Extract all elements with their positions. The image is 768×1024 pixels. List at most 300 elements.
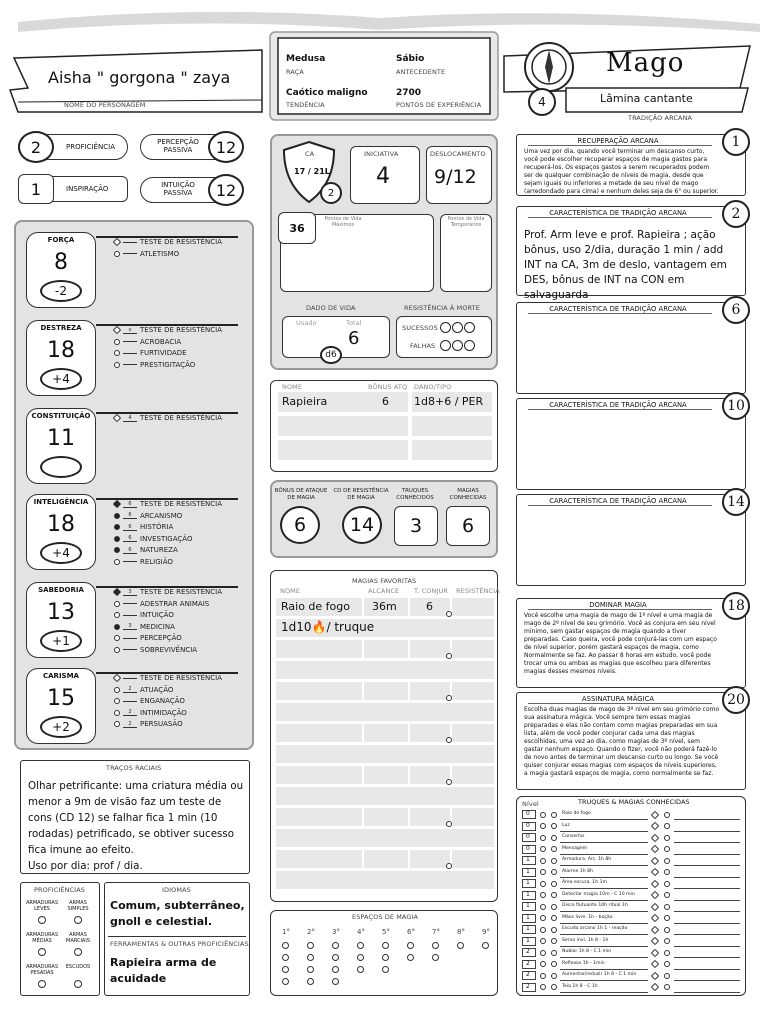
- concentration-dot[interactable]: [446, 653, 452, 659]
- concentration-dot[interactable]: [446, 611, 452, 617]
- known-spell-dot-right[interactable]: [664, 835, 670, 841]
- feature-text[interactable]: Você escolhe uma magia de mago de 1º nível e uma magia de mago de 2º nível de seu grimório. Você as conjura em seu nível mínimo, sem gastar espaços de magia quando a tiver preparadas. Caso queira, você pode conjurá-las com um espaço de nível superior, porém gastará espaços de magia, como Normalmente se faz. Ao passar 8 horas em estudo, você pode trocar uma ou ambas as magias que escolheu para diferentes magias desses mesmos níveis.: [524, 612, 717, 675]
- spell-slot-circle[interactable]: [382, 966, 389, 973]
- favorite-spell-cell[interactable]: [452, 682, 494, 700]
- hp-max-square[interactable]: [278, 212, 316, 244]
- skill-value[interactable]: 6: [123, 547, 137, 554]
- spell-slot-circle[interactable]: [332, 954, 339, 961]
- skill-proficiency-dot[interactable]: [114, 721, 120, 727]
- known-spell-name[interactable]: Nublar 1h 8 - C 1 min: [562, 949, 612, 954]
- spell-slot-circle[interactable]: [432, 942, 439, 949]
- ability-modifier[interactable]: [40, 542, 82, 564]
- favorite-spell-cell[interactable]: [364, 724, 408, 742]
- skill-value[interactable]: [123, 678, 137, 679]
- ca-value[interactable]: 17 / 21L: [294, 167, 330, 176]
- known-spell-name[interactable]: Armadura. Arc. 1h 8h: [562, 857, 612, 862]
- known-spell-prepared-diamond[interactable]: [540, 950, 546, 956]
- known-spell-dot-right[interactable]: [664, 984, 670, 990]
- ability-modifier[interactable]: [40, 456, 82, 478]
- feature-level-value: 6: [731, 302, 741, 318]
- known-spell-prepared-diamond[interactable]: [540, 961, 546, 967]
- known-spell-level[interactable]: 0: [526, 844, 530, 852]
- known-spell-dot-right[interactable]: [664, 904, 670, 910]
- skill-row[interactable]: [114, 500, 222, 508]
- known-spell-name[interactable]: Detectar magia 10m - C 10 min: [562, 891, 635, 897]
- spell-slot-circle[interactable]: [382, 942, 389, 949]
- favorite-spell-cell[interactable]: [276, 682, 362, 700]
- attack-name[interactable]: Rapieira: [282, 395, 328, 408]
- skill-row[interactable]: [114, 535, 192, 543]
- known-spell-level[interactable]: 0: [526, 833, 530, 840]
- known-spell-prepared-diamond[interactable]: [540, 846, 546, 852]
- feature-box[interactable]: [516, 494, 746, 586]
- passive-insight-circle[interactable]: [208, 174, 244, 206]
- spells-known-label: MAGIAS CONHECIDAS: [449, 488, 487, 501]
- skill-value[interactable]: [123, 649, 137, 650]
- favorite-spell-note[interactable]: 1d10🔥/ truque: [281, 620, 375, 634]
- ability-score[interactable]: 8: [54, 250, 68, 275]
- known-spell-dot[interactable]: [551, 950, 557, 956]
- skill-value[interactable]: 6: [123, 501, 137, 508]
- known-spell-dot[interactable]: [551, 881, 557, 887]
- ability-score[interactable]: 18: [47, 338, 75, 363]
- known-spell-level[interactable]: 1: [526, 890, 530, 898]
- proficiency-checkbox[interactable]: [74, 980, 82, 988]
- spell-slot-circle[interactable]: [282, 978, 289, 985]
- failure-circles[interactable]: [440, 340, 475, 351]
- attack-cell[interactable]: [364, 416, 408, 436]
- skill-value[interactable]: 2: [123, 721, 137, 728]
- skill-row[interactable]: [114, 512, 182, 520]
- skill-proficiency-dot[interactable]: [114, 687, 120, 693]
- feature-text[interactable]: Escolha duas magias de mago de 3º nível em seu grimório como sua assinatura mágica. Você sempre tem essas magias preparadas e elas não contam como magias preparadas em sua lista, além de você poder conjurar cada uma das magias escolhidas, uma vez ao dia, como magias de 3º nível, sem gastar nenhum espaço. Quando o fizer, você não poderá fazê-lo de novo antes de terminar um descanso curto ou longo. Se você quiser conjurar essas magias com espaços de níveis superiores, a magia gastará espaços de magia, como normalmente se faz.: [524, 706, 720, 777]
- skill-value[interactable]: 6: [123, 524, 137, 531]
- skill-row[interactable]: [114, 720, 183, 728]
- spell-slot-circle[interactable]: [332, 942, 339, 949]
- favorite-spell-cell[interactable]: [364, 850, 408, 868]
- racial-traits-text[interactable]: Olhar petrificante: uma criatura média ou menor a 9m de visão faz um teste de cons (CD 12) se falhar fica 1 min (10 rodadas) petrificado, se obtiver sucesso fica imune ao efeito. Uso por dia: prof / dia.: [28, 780, 244, 872]
- known-spell-dot[interactable]: [551, 973, 557, 979]
- known-spell-dot[interactable]: [551, 858, 557, 864]
- skill-proficiency-dot[interactable]: [114, 362, 120, 368]
- spells-known-box[interactable]: [446, 506, 490, 546]
- feature-level-circle: [722, 686, 750, 714]
- tools-text[interactable]: Rapieira arma de acuidade: [110, 956, 217, 985]
- death-success-circle[interactable]: [464, 322, 475, 333]
- feature-text[interactable]: Uma vez por dia, quando você terminar um descanso curto, você pode escolher recuperar espaços de magia gastos para recuperá-los. Os espaços gastos a serem recuperados podem ser de qualquer combinação de níveis de magia, desde que sejam iguais ou inferiores a metade de seu nível de mago (arredondado para cima) e nenhum deles seja de 6° ou superior.: [524, 148, 719, 195]
- known-spell-level[interactable]: 2: [526, 959, 530, 967]
- favorite-spell-note-cell[interactable]: [276, 745, 494, 763]
- skill-proficiency-dot[interactable]: [114, 698, 120, 704]
- skill-value[interactable]: 2: [123, 686, 137, 693]
- ability-score[interactable]: 13: [47, 600, 75, 625]
- known-spell-line: [560, 831, 648, 832]
- known-spell-prepared-diamond[interactable]: [540, 938, 546, 944]
- attack-cell[interactable]: [364, 440, 408, 460]
- skill-row[interactable]: [114, 623, 175, 631]
- favorite-spell-cell[interactable]: [452, 724, 494, 742]
- favorite-spell-cell[interactable]: [276, 640, 362, 658]
- proficiency-checkbox[interactable]: [38, 980, 46, 988]
- race-value[interactable]: Medusa: [286, 54, 326, 64]
- known-spell-level[interactable]: 2: [526, 948, 530, 955]
- spell-dc-circle[interactable]: [342, 506, 382, 544]
- spell-slot-circle[interactable]: [357, 954, 364, 961]
- known-spell-name[interactable]: Consertar: [562, 834, 585, 839]
- languages-text[interactable]: Comum, subterrâneo, gnoll e celestial.: [110, 899, 245, 928]
- background-value[interactable]: Sábio: [396, 54, 425, 64]
- known-spell-dot-right[interactable]: [664, 869, 670, 875]
- proficiency-circle[interactable]: [18, 131, 54, 163]
- favorite-spell-cell[interactable]: [364, 682, 408, 700]
- feature-box[interactable]: [516, 302, 746, 394]
- known-spell-name[interactable]: Luz: [562, 822, 570, 828]
- attack-damage[interactable]: 1d8+6 / PER: [414, 395, 484, 408]
- spell-slot-circle[interactable]: [457, 942, 464, 949]
- skill-row[interactable]: [114, 634, 182, 642]
- skill-proficiency-dot[interactable]: [114, 601, 120, 607]
- death-success-circle[interactable]: [440, 322, 451, 333]
- ability-name: INTELIGÊNCIA: [33, 498, 89, 506]
- known-spell-prepared-diamond[interactable]: [540, 892, 546, 898]
- known-spell-dot-right[interactable]: [664, 973, 670, 979]
- speed-value[interactable]: 9/12: [434, 166, 477, 188]
- known-spell-name[interactable]: Aumentar/reduzir 1h 8 - C 1 min: [562, 972, 637, 977]
- known-spell-dot[interactable]: [551, 812, 557, 818]
- known-spell-prepared-diamond[interactable]: [540, 812, 546, 818]
- save-proficiency-diamond[interactable]: [113, 238, 121, 246]
- known-spell-dot[interactable]: [551, 915, 557, 921]
- known-spell-prepared-diamond[interactable]: [540, 973, 546, 979]
- known-spell-level[interactable]: 1: [526, 867, 530, 875]
- skill-label: MEDICINA: [140, 622, 175, 631]
- skill-label: SOBREVIVÊNCIA: [140, 645, 198, 654]
- skill-label: PERCEPÇÃO: [140, 634, 182, 642]
- skill-row[interactable]: [114, 674, 222, 682]
- proficiency-checkbox[interactable]: [74, 916, 82, 924]
- known-spell-name[interactable]: Raio de fogo: [562, 811, 591, 816]
- concentration-dot[interactable]: [446, 695, 452, 701]
- skill-proficiency-dot[interactable]: [114, 547, 120, 553]
- skill-row[interactable]: [114, 646, 197, 654]
- skill-value[interactable]: 6: [123, 535, 137, 542]
- cantrips-known-label: TRUQUES CONHECIDOS: [396, 488, 434, 501]
- attack-cell[interactable]: [412, 440, 492, 460]
- known-spell-name[interactable]: Teia 1h 8 - C 1h: [562, 983, 598, 989]
- skill-row[interactable]: [114, 523, 173, 531]
- favorite-spell-cell[interactable]: [276, 808, 362, 826]
- inspiration-square[interactable]: [18, 174, 54, 204]
- attack-cell[interactable]: [412, 416, 492, 436]
- favorite-spell-cell[interactable]: [276, 724, 362, 742]
- death-failure-circle[interactable]: [440, 340, 451, 351]
- skill-row[interactable]: [114, 546, 178, 554]
- alignment-value[interactable]: Caótico maligno: [286, 88, 368, 98]
- known-spell-dot-right[interactable]: [664, 812, 670, 818]
- favorite-spell-cell[interactable]: [410, 766, 450, 784]
- known-spell-dot-right[interactable]: [664, 846, 670, 852]
- skill-row[interactable]: [114, 558, 173, 566]
- known-spell-dot[interactable]: [551, 892, 557, 898]
- feature-title-line: [528, 609, 712, 610]
- death-success-circle[interactable]: [452, 322, 463, 333]
- known-spell-dot-right[interactable]: [664, 927, 670, 933]
- skill-value[interactable]: 4: [123, 415, 137, 422]
- known-spell-dot-right[interactable]: [664, 961, 670, 967]
- save-proficiency-diamond[interactable]: [113, 326, 121, 334]
- skill-value[interactable]: [123, 341, 137, 342]
- favorite-spell-note-cell[interactable]: [276, 661, 494, 679]
- favorite-spell-cell[interactable]: [276, 850, 362, 868]
- save-proficiency-diamond[interactable]: [113, 588, 121, 596]
- skill-proficiency-dot[interactable]: [114, 612, 120, 618]
- known-spell-dot-right[interactable]: [664, 892, 670, 898]
- skill-value[interactable]: [123, 242, 137, 243]
- save-proficiency-diamond[interactable]: [113, 674, 121, 682]
- spell-slot-circle[interactable]: [307, 978, 314, 985]
- proficiency-checkbox[interactable]: [74, 948, 82, 956]
- death-failure-circle[interactable]: [464, 340, 475, 351]
- known-spell-name[interactable]: Área escura. 1h 1m: [562, 880, 608, 885]
- known-spell-dot-right[interactable]: [664, 938, 670, 944]
- favorite-spell-name[interactable]: Raio de fogo: [281, 600, 350, 613]
- xp-value[interactable]: 2700: [396, 88, 422, 98]
- skill-row[interactable]: [114, 238, 222, 246]
- known-spell-dot[interactable]: [551, 938, 557, 944]
- skill-value[interactable]: [123, 603, 137, 604]
- ability-modifier[interactable]: [40, 716, 82, 738]
- spell-slot-circle[interactable]: [282, 966, 289, 973]
- spell-slot-circle[interactable]: [407, 942, 414, 949]
- skill-value[interactable]: 2: [123, 709, 137, 716]
- favorite-spell-cell[interactable]: [276, 766, 362, 784]
- known-spell-level[interactable]: 1: [526, 936, 530, 944]
- known-spell-prepared-diamond[interactable]: [540, 869, 546, 875]
- spell-slot-circle[interactable]: [307, 966, 314, 973]
- known-spell-level[interactable]: 0: [526, 810, 530, 817]
- favorite-spell-cell[interactable]: [452, 808, 494, 826]
- favorite-spell-cell[interactable]: [452, 766, 494, 784]
- character-name[interactable]: Aisha " gorgona " zaya: [48, 68, 231, 87]
- skill-row[interactable]: [114, 697, 185, 705]
- skill-value[interactable]: [123, 253, 137, 254]
- favorite-spell-time[interactable]: 6: [426, 600, 433, 613]
- skill-value[interactable]: 6: [123, 512, 137, 519]
- skill-proficiency-dot[interactable]: [114, 350, 120, 356]
- favorite-spell-cell[interactable]: [410, 808, 450, 826]
- known-spell-dot-right[interactable]: [664, 881, 670, 887]
- skill-row[interactable]: [114, 588, 222, 596]
- known-spell-dot[interactable]: [551, 846, 557, 852]
- skill-proficiency-dot[interactable]: [114, 635, 120, 641]
- known-spell-dot[interactable]: [551, 869, 557, 875]
- known-spell-name[interactable]: Mãos livre. 1h - boção: [562, 914, 613, 920]
- skill-proficiency-dot[interactable]: [114, 559, 120, 565]
- known-spell-prepared-diamond[interactable]: [540, 858, 546, 864]
- skill-value[interactable]: [123, 615, 137, 616]
- favorite-spell-cell[interactable]: [452, 598, 494, 616]
- known-spell-name[interactable]: Escudo arcano 1h 1 - reação: [562, 926, 628, 931]
- skill-proficiency-dot[interactable]: [114, 624, 120, 630]
- spell-slot-circle[interactable]: [307, 954, 314, 961]
- spell-slot-circle[interactable]: [307, 942, 314, 949]
- favorite-spell-cell[interactable]: [452, 640, 494, 658]
- known-spell-dot[interactable]: [551, 927, 557, 933]
- ability-modifier[interactable]: [40, 630, 82, 652]
- skill-row[interactable]: [114, 686, 173, 694]
- spell-slot-circle[interactable]: [382, 954, 389, 961]
- ability-score[interactable]: 15: [47, 686, 75, 711]
- concentration-dot[interactable]: [446, 779, 452, 785]
- skill-row[interactable]: [114, 414, 222, 422]
- known-spell-name[interactable]: Mensagem: [562, 845, 588, 851]
- favorite-spell-cell[interactable]: [410, 682, 450, 700]
- level-circle[interactable]: [528, 88, 556, 116]
- known-spell-name[interactable]: Reflexos 1h - 1min: [562, 960, 605, 966]
- skill-row[interactable]: [114, 361, 195, 369]
- known-spell-name[interactable]: Servo invi. 1h 8 - 1h: [562, 937, 609, 943]
- known-spell-prepared-diamond[interactable]: [540, 823, 546, 829]
- favorite-spell-note-cell[interactable]: [276, 871, 494, 889]
- skill-value[interactable]: 3: [123, 623, 137, 630]
- skill-value[interactable]: v: [123, 327, 137, 334]
- skill-value[interactable]: [123, 353, 137, 354]
- ability-score[interactable]: 18: [47, 512, 75, 537]
- known-spell-prepared-diamond[interactable]: [540, 835, 546, 841]
- skill-proficiency-dot[interactable]: [114, 536, 120, 542]
- spell-slot-circle[interactable]: [482, 942, 489, 949]
- favorite-spell-range[interactable]: 36m: [372, 600, 397, 613]
- concentration-dot[interactable]: [446, 863, 452, 869]
- skill-row[interactable]: [114, 326, 222, 334]
- save-proficiency-diamond[interactable]: [113, 500, 121, 508]
- favorite-spells-title: MAGIAS FAVORITAS: [352, 577, 417, 585]
- attack-bonus[interactable]: 6: [382, 395, 389, 408]
- known-spell-level[interactable]: 2: [526, 971, 530, 978]
- known-spell-dot[interactable]: [551, 904, 557, 910]
- skill-row[interactable]: [114, 600, 209, 608]
- skill-value[interactable]: [123, 364, 137, 365]
- spell-slot-circle[interactable]: [282, 954, 289, 961]
- favorite-spell-cell[interactable]: [410, 850, 450, 868]
- ability-score[interactable]: 11: [47, 426, 75, 451]
- spell-attack-circle[interactable]: [280, 506, 320, 544]
- favorite-spell-note-cell[interactable]: [276, 703, 494, 721]
- spell-slot-circle[interactable]: [357, 966, 364, 973]
- skill-value[interactable]: 3: [123, 589, 137, 596]
- known-spell-level[interactable]: 1: [526, 925, 530, 932]
- known-spell-prepared-diamond[interactable]: [540, 915, 546, 921]
- known-spell-level[interactable]: 1: [526, 879, 530, 886]
- spell-slot-circle[interactable]: [332, 966, 339, 973]
- spell-slot-circle[interactable]: [407, 954, 414, 961]
- fav-res-label: RESISTÊNCIA: [456, 587, 500, 595]
- proficiency-checkbox[interactable]: [38, 916, 46, 924]
- save-proficiency-diamond[interactable]: [113, 414, 121, 422]
- ca-extra-circle[interactable]: [320, 182, 342, 204]
- known-spell-prepared-diamond[interactable]: [540, 927, 546, 933]
- known-spell-dot-right[interactable]: [664, 823, 670, 829]
- favorite-spell-note-cell[interactable]: [276, 787, 494, 805]
- attack-cell[interactable]: [278, 416, 364, 436]
- favorite-spell-cell[interactable]: [410, 724, 450, 742]
- known-spell-name[interactable]: Alarme 1h 8h: [562, 868, 593, 874]
- known-spell-level[interactable]: 0: [526, 821, 530, 829]
- known-spell-dot[interactable]: [551, 823, 557, 829]
- skill-proficiency-dot[interactable]: [114, 710, 120, 716]
- favorite-spell-note-cell[interactable]: [276, 829, 494, 847]
- known-spell-level[interactable]: 1: [526, 856, 530, 863]
- known-spell-level[interactable]: 2: [526, 982, 530, 990]
- spell-slot-circle[interactable]: [357, 942, 364, 949]
- feature-text[interactable]: Prof. Arm leve e prof. Rapieira ; ação bônus, uso 2/dia, duração 1 min / add INT na CA, 3m de deslo, vantagem em DES, bônus de INT na CON em salvaguarda: [524, 229, 727, 301]
- known-spell-level[interactable]: 1: [526, 913, 530, 921]
- skill-value[interactable]: [123, 701, 137, 702]
- known-spell-name[interactable]: Disco flutuante 10h ritual 1h: [562, 903, 628, 908]
- favorite-spell-cell[interactable]: [364, 766, 408, 784]
- spell-slot-circle[interactable]: [282, 942, 289, 949]
- spell-slot-circle[interactable]: [432, 954, 439, 961]
- favorite-spell-cell[interactable]: [364, 640, 408, 658]
- known-spell-dot[interactable]: [551, 984, 557, 990]
- skill-row[interactable]: [114, 349, 187, 357]
- known-spell-dot-right[interactable]: [664, 858, 670, 864]
- skill-value[interactable]: [123, 561, 137, 562]
- skill-proficiency-dot[interactable]: [114, 524, 120, 530]
- known-spell-prepared-diamond[interactable]: [540, 904, 546, 910]
- success-circles[interactable]: [440, 322, 475, 333]
- known-spell-dot[interactable]: [551, 835, 557, 841]
- initiative-value[interactable]: 4: [376, 164, 390, 189]
- skill-proficiency-dot[interactable]: [114, 339, 120, 345]
- tradition-value[interactable]: Lâmina cantante: [600, 92, 693, 105]
- favorite-spell-cell[interactable]: [410, 640, 450, 658]
- ability-modifier[interactable]: [40, 280, 82, 302]
- skill-row[interactable]: [114, 709, 187, 717]
- known-spell-dot[interactable]: [551, 961, 557, 967]
- passive-perception-circle[interactable]: [208, 131, 244, 163]
- skill-value[interactable]: [123, 638, 137, 639]
- proficiency-checkbox[interactable]: [38, 948, 46, 956]
- feature-box[interactable]: [516, 398, 746, 490]
- skill-row[interactable]: [114, 250, 179, 258]
- skill-row[interactable]: [114, 338, 181, 346]
- death-failure-circle[interactable]: [452, 340, 463, 351]
- concentration-dot[interactable]: [446, 821, 452, 827]
- skill-proficiency-dot[interactable]: [114, 251, 120, 257]
- ability-modifier[interactable]: [40, 368, 82, 390]
- known-spell-prepared-diamond[interactable]: [540, 881, 546, 887]
- proficiency-item-label: ARMAS MARCIAIS: [66, 932, 90, 944]
- known-spell-level[interactable]: 1: [526, 902, 530, 909]
- spell-attack-value: 6: [293, 514, 307, 536]
- skill-proficiency-dot[interactable]: [114, 647, 120, 653]
- known-spell-dot-right[interactable]: [664, 950, 670, 956]
- favorite-spell-cell[interactable]: [364, 808, 408, 826]
- known-spell-dot-right[interactable]: [664, 915, 670, 921]
- cantrips-known-box[interactable]: [394, 506, 438, 546]
- skill-row[interactable]: [114, 611, 174, 619]
- slot-level-label: 6°: [407, 928, 415, 936]
- spell-slot-circle[interactable]: [332, 978, 339, 985]
- concentration-dot[interactable]: [446, 737, 452, 743]
- attack-cell[interactable]: [278, 440, 364, 460]
- favorite-spell-cell[interactable]: [452, 850, 494, 868]
- hit-dice-total-value[interactable]: 6: [348, 328, 360, 349]
- known-spell-prepared-diamond[interactable]: [540, 984, 546, 990]
- known-spell-line-right: [674, 980, 740, 981]
- skill-proficiency-dot[interactable]: [114, 513, 120, 519]
